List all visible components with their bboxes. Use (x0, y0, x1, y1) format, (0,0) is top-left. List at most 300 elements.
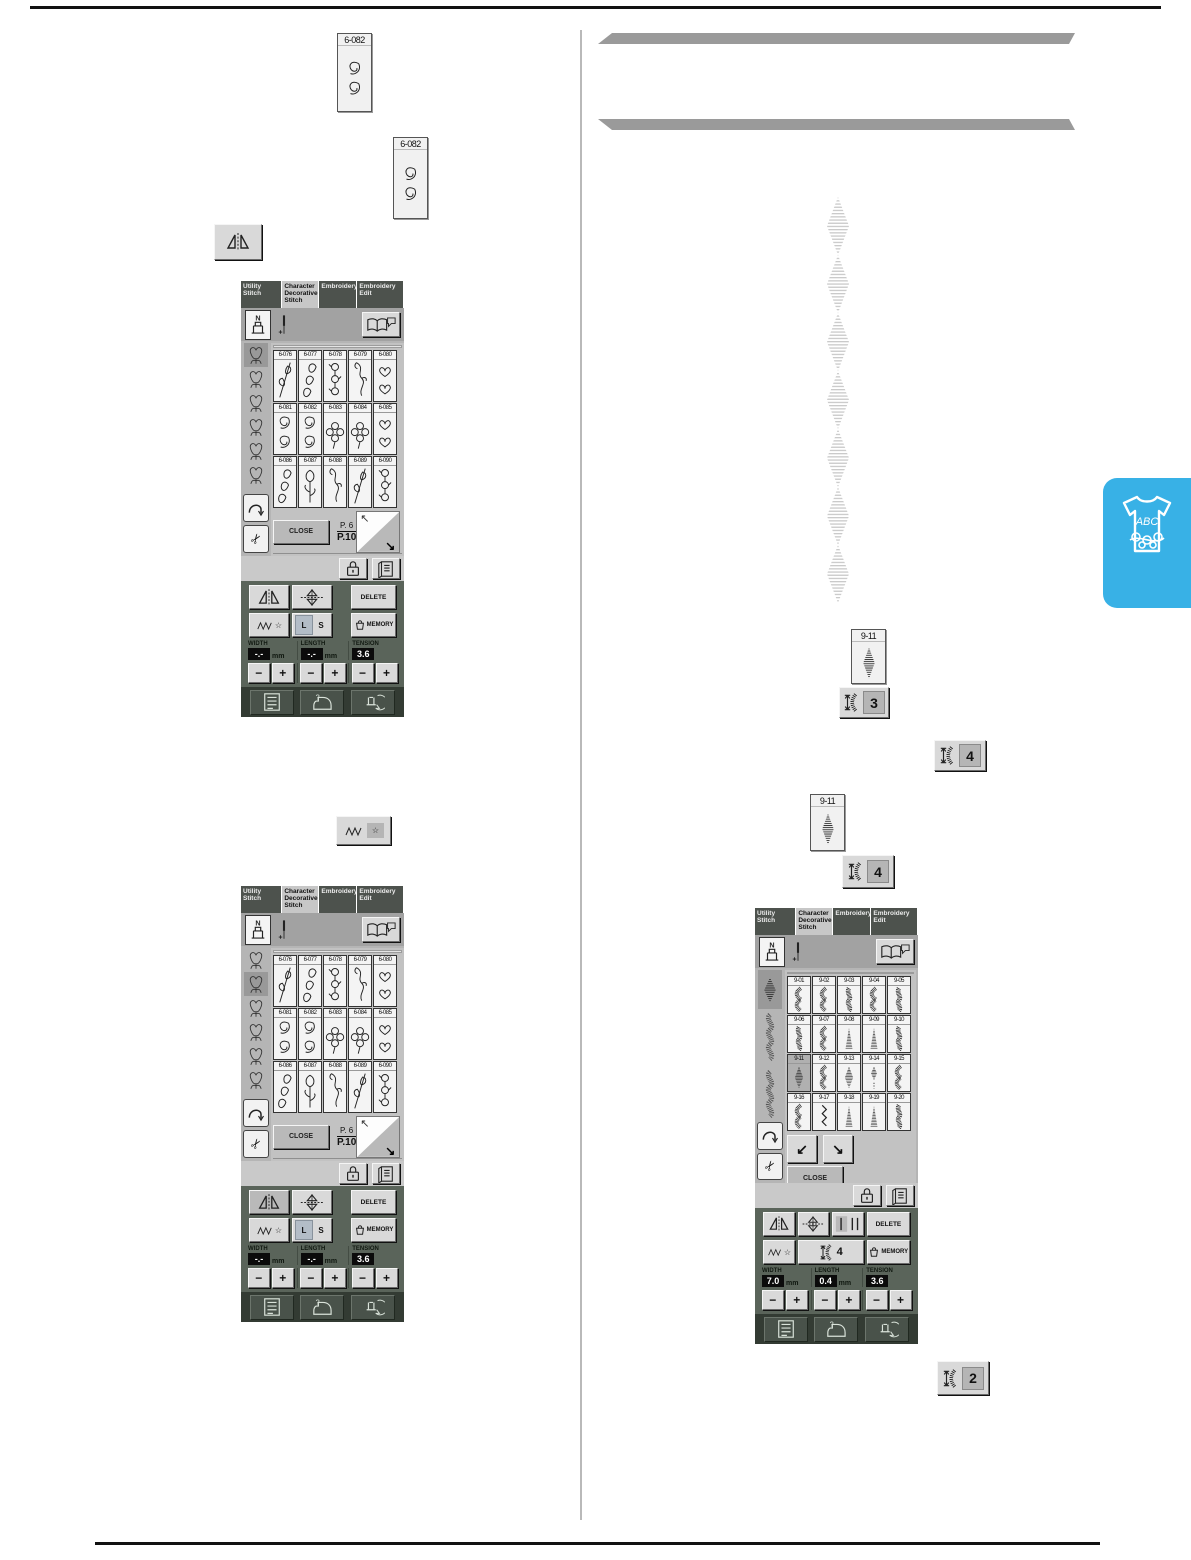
stitch-cell-art (790, 1025, 808, 1052)
vertical-flip-icon (298, 588, 326, 607)
category-sidebar (243, 948, 269, 1161)
stitch-cell[interactable] (787, 976, 811, 1014)
bottom-rule (95, 1542, 1100, 1545)
stitch-cell[interactable] (323, 1061, 347, 1113)
stitch-cell-art (325, 965, 345, 1005)
width-value: 7.0 (762, 1275, 784, 1287)
book-icon (376, 1165, 396, 1183)
tension-plus-button[interactable]: + (376, 1268, 398, 1288)
category-sidebar (243, 343, 269, 556)
open-book-icon (365, 920, 397, 939)
category-button[interactable] (244, 1020, 268, 1044)
stitch-cell[interactable] (812, 976, 836, 1014)
close-button[interactable]: CLOSE (787, 1166, 843, 1190)
stitch-length-button[interactable] (839, 687, 889, 718)
stitch-list-button[interactable] (250, 690, 294, 715)
scissors-icon: ✂ (246, 1134, 265, 1153)
screen-tab[interactable]: Utility Stitch (241, 886, 282, 913)
stitch-cell[interactable] (373, 1008, 397, 1060)
screen-lock-button[interactable] (339, 1163, 367, 1184)
memory-button[interactable]: MEMORY (351, 613, 396, 637)
stitch-length-button[interactable] (842, 855, 894, 888)
stitch-cell[interactable] (862, 1093, 886, 1131)
stitch-cell-id: 6-077 (299, 351, 321, 360)
body-bottom-strip (273, 1158, 402, 1159)
stitch-cell-id: 9-19 (863, 1094, 885, 1103)
scissors-icon: ✂ (246, 529, 265, 548)
width-value: -.- (248, 648, 270, 660)
screen-tab[interactable]: Character Decorative Stitch (282, 886, 319, 913)
stitch-control-area (241, 1186, 404, 1292)
stitch-cell-id: 6-085 (374, 404, 396, 413)
page-next-button[interactable]: ↘ (823, 1135, 853, 1163)
stitch-length-value: 2 (962, 1367, 984, 1390)
open-book-icon (365, 315, 397, 334)
body-bottom-strip (273, 553, 402, 554)
stitch-cell[interactable] (373, 456, 397, 508)
elongation-button[interactable] (763, 1240, 795, 1264)
length-plus-button[interactable]: + (324, 1268, 346, 1288)
elongation-button[interactable] (249, 613, 289, 637)
stitch-art (401, 151, 421, 218)
stitch-cell[interactable] (837, 1093, 861, 1131)
category-button[interactable] (244, 343, 268, 367)
tension-minus-button[interactable]: − (352, 1268, 374, 1288)
arrow-down-right-icon: ↘ (385, 1143, 396, 1158)
screen-tabs (241, 886, 404, 913)
stitch-cell-id: 9-03 (838, 977, 860, 986)
machine-help-button[interactable] (300, 1295, 344, 1320)
machine-screen-panel (755, 908, 918, 1344)
stitch-cell[interactable] (837, 1054, 861, 1092)
stitch-cell-id: 6-085 (374, 1009, 396, 1018)
screen-lock-button[interactable] (853, 1185, 881, 1206)
stitch-cell[interactable] (887, 1093, 911, 1131)
mirror-image-icon (255, 588, 283, 607)
stitch-cell[interactable] (812, 1093, 836, 1131)
category-button[interactable] (244, 972, 268, 996)
stitch-cell[interactable] (887, 1054, 911, 1092)
size-ls-button[interactable] (292, 613, 332, 637)
size-l-option: L (295, 615, 313, 635)
lock-icon (343, 560, 363, 578)
stitch-cell-art (350, 965, 370, 1005)
screen-body (755, 968, 918, 1183)
category-icon (247, 344, 265, 366)
stitch-row-icon (343, 825, 365, 837)
stitch-cell[interactable] (348, 403, 372, 455)
stitch-cell[interactable] (348, 350, 372, 402)
category-button[interactable] (758, 1009, 782, 1066)
category-icon (761, 973, 779, 1007)
stitch-cell-art (375, 1071, 395, 1111)
stitch-cell-id: 6-082 (299, 1009, 321, 1018)
stitch-cell[interactable] (373, 350, 397, 402)
screen-tab[interactable]: Embroidery Edit (357, 281, 404, 308)
screen-tabs (241, 281, 404, 308)
mirror-image-icon (255, 1193, 283, 1212)
stitch-cell-art (325, 413, 345, 453)
stitch-cell-art (325, 1018, 345, 1058)
stitch-cell[interactable] (787, 1054, 811, 1092)
category-icon (247, 416, 265, 438)
stitch-cell[interactable] (862, 1054, 886, 1092)
category-button[interactable] (758, 970, 782, 1009)
stitch-guide-button[interactable] (372, 1163, 400, 1184)
top-rule (30, 6, 1161, 9)
memory-button[interactable]: MEMORY (867, 1240, 910, 1264)
length-label: LENGTH (814, 1268, 840, 1274)
help-guide-button[interactable] (362, 312, 400, 337)
needle-position-icon (277, 918, 291, 942)
stitch-cell[interactable] (812, 1015, 836, 1053)
category-icon (247, 997, 265, 1019)
page-indicator: P. 6 P.10 (337, 1125, 357, 1148)
width-label: WIDTH (248, 1246, 268, 1252)
stitch-cell[interactable] (812, 1054, 836, 1092)
presser-foot-lift-button[interactable] (351, 1295, 395, 1320)
column-divider (580, 30, 582, 1520)
star-icon: ☆ (783, 1247, 792, 1257)
tension-minus-button[interactable]: − (352, 663, 374, 683)
stitch-cell-art (350, 413, 370, 453)
category-icon (247, 1021, 265, 1043)
presser-foot-icon (249, 313, 267, 337)
star-icon: ☆ (274, 620, 283, 630)
stitch-cell[interactable] (273, 456, 297, 508)
mirror-image-button[interactable] (214, 224, 262, 260)
screen-tab[interactable]: Character Decorative Stitch (282, 281, 319, 308)
stitch-number: 6-082 (394, 138, 427, 150)
screen-tab[interactable]: Embroidery (319, 886, 357, 913)
thread-cut-button[interactable] (243, 525, 269, 553)
foot-lift-icon (361, 1297, 385, 1317)
width-minus-button[interactable]: − (248, 1268, 270, 1288)
tension-plus-button[interactable]: + (890, 1290, 912, 1310)
stitch-cell-art (865, 1064, 883, 1091)
length-minus-button[interactable]: − (300, 663, 322, 683)
length-minus-button[interactable]: − (814, 1290, 836, 1310)
stitch-cell[interactable] (862, 976, 886, 1014)
stitch-cell[interactable] (298, 955, 322, 1007)
stitch-cell[interactable] (348, 1008, 372, 1060)
stitch-cell[interactable] (323, 955, 347, 1007)
stitch-cell-id: 9-06 (788, 1016, 810, 1025)
category-button[interactable] (244, 1044, 268, 1068)
close-row (273, 511, 402, 553)
auto-backstitch-button[interactable] (243, 494, 269, 522)
vertical-flip-button[interactable] (798, 1212, 830, 1236)
screen-tab[interactable]: Embroidery (833, 908, 871, 935)
size-s-option: S (318, 1225, 324, 1235)
stitch-cell-art (375, 1018, 395, 1058)
screen-tab[interactable]: Utility Stitch (241, 281, 282, 308)
value-displays: WIDTH -.- mm LENGTH -.- mm TENSION 3.6 (245, 1246, 400, 1265)
document-list-icon (262, 1297, 282, 1317)
stitch-cell-id: 9-17 (813, 1094, 835, 1103)
stitch-cell-id: 9-16 (788, 1094, 810, 1103)
stitch-number: 9-11 (852, 630, 885, 642)
stitch-cell-id: 9-07 (813, 1016, 835, 1025)
mirror-image-icon (766, 1215, 792, 1233)
width-plus-button[interactable]: + (786, 1290, 808, 1310)
stitch-length-value: 4 (836, 1246, 843, 1258)
stitch-cell[interactable] (323, 456, 347, 508)
stitch-cell[interactable] (837, 976, 861, 1014)
size-ls-button[interactable] (292, 1218, 332, 1242)
scroll-strip (273, 345, 402, 348)
memory-button[interactable]: MEMORY (351, 1218, 396, 1242)
vertical-flip-button[interactable] (292, 1190, 332, 1214)
stitch-length-button[interactable] (937, 1361, 989, 1395)
stitch-cell[interactable] (887, 976, 911, 1014)
stitch-cell[interactable] (298, 456, 322, 508)
stitch-cell[interactable] (373, 1061, 397, 1113)
close-button[interactable]: CLOSE (273, 520, 329, 544)
stitch-cell[interactable] (273, 403, 297, 455)
stitch-cell-art (840, 986, 858, 1013)
return-arrow-icon (760, 1126, 780, 1145)
stitch-cell-id: 9-04 (863, 977, 885, 986)
stitch-cell-id: 6-087 (299, 1062, 321, 1071)
stitch-cell-id: 6-079 (349, 956, 371, 965)
length-plus-button[interactable]: + (838, 1290, 860, 1310)
screen-toolbar (241, 308, 404, 341)
elongation-button[interactable] (249, 1218, 289, 1242)
length-minus-button[interactable]: − (300, 1268, 322, 1288)
status-row (241, 556, 404, 581)
adjust-buttons (245, 663, 400, 683)
category-button[interactable] (244, 948, 268, 972)
width-minus-button[interactable]: − (248, 663, 270, 683)
width-plus-button[interactable]: + (272, 1268, 294, 1288)
stitch-length-icon (942, 1368, 960, 1389)
category-button[interactable] (244, 996, 268, 1020)
width-plus-button[interactable]: + (272, 663, 294, 683)
tension-label: TENSION (866, 1268, 893, 1274)
help-guide-button[interactable] (876, 939, 914, 964)
mirror-image-button[interactable] (249, 1190, 289, 1214)
open-book-icon (879, 942, 911, 961)
stitch-row-icon (256, 620, 274, 631)
stitch-cell[interactable] (273, 1061, 297, 1113)
help-guide-button[interactable] (362, 917, 400, 942)
stitch-cell-art (300, 466, 320, 506)
stitch-control-area (241, 581, 404, 687)
stitch-list-button[interactable] (250, 1295, 294, 1320)
category-icon (761, 1067, 779, 1121)
tension-value: 3.6 (352, 648, 374, 660)
stitch-cell-art (300, 1071, 320, 1111)
stitch-cell-art (815, 1064, 833, 1091)
stitch-cell-art (275, 1018, 295, 1058)
mirror-image-button[interactable] (763, 1212, 795, 1236)
thread-cut-button[interactable] (757, 1153, 783, 1180)
stitch-cell-art (325, 1071, 345, 1111)
stitch-cell[interactable] (323, 1008, 347, 1060)
stitch-row-icon (767, 1247, 783, 1257)
stitch-cell-id: 9-02 (813, 977, 835, 986)
stitch-cell-art (275, 413, 295, 453)
screen-tab[interactable]: Embroidery (319, 281, 357, 308)
delete-button[interactable]: DELETE (351, 1190, 396, 1214)
stitch-cell[interactable] (348, 456, 372, 508)
stitch-cell[interactable] (273, 955, 297, 1007)
stitch-cell-art (815, 1103, 833, 1130)
stitch-cell[interactable] (862, 1015, 886, 1053)
delete-button[interactable]: DELETE (867, 1212, 910, 1236)
stitch-cell[interactable] (298, 1061, 322, 1113)
stitch-cell-id: 9-11 (788, 1055, 810, 1064)
stitch-length-button[interactable] (934, 740, 986, 771)
value-displays: WIDTH 7.0 mm LENGTH 0.4 mm TENSION 3.6 (759, 1268, 914, 1287)
category-icon (247, 1045, 265, 1067)
stitch-cell[interactable] (348, 1061, 372, 1113)
stitch-cell[interactable] (887, 1015, 911, 1053)
sewing-machine-icon (310, 692, 334, 712)
stitch-cell[interactable] (298, 350, 322, 402)
tension-minus-button[interactable]: − (866, 1290, 888, 1310)
stitch-cell[interactable] (298, 403, 322, 455)
stitch-cell[interactable] (348, 955, 372, 1007)
stitch-cell-id: 6-089 (349, 1062, 371, 1071)
stitch-cell-art (865, 986, 883, 1013)
close-button[interactable]: CLOSE (273, 1125, 329, 1149)
stitch-cell-art (865, 1103, 883, 1130)
stitch-cell-id: 6-086 (274, 457, 296, 466)
screen-tab[interactable]: Embroidery Edit (871, 908, 918, 935)
screen-tab[interactable]: Embroidery Edit (357, 886, 404, 913)
category-icon (247, 392, 265, 414)
stitch-cell-id: 9-09 (863, 1016, 885, 1025)
length-plus-button[interactable]: + (324, 663, 346, 683)
stitch-cell-art (375, 466, 395, 506)
stitch-cell-id: 6-080 (374, 351, 396, 360)
stitch-grid (787, 976, 914, 1131)
stitch-cell[interactable] (323, 350, 347, 402)
page-indicator: P. 6 P.10 (337, 520, 357, 543)
auto-backstitch-button[interactable] (757, 1122, 783, 1149)
category-button[interactable] (244, 415, 268, 439)
stitch-length-value: 4 (959, 744, 981, 767)
stitch-guide-button[interactable] (372, 558, 400, 579)
stitch-cell-id: 6-081 (274, 404, 296, 413)
mirror-image-button[interactable] (249, 585, 289, 609)
stitch-cell[interactable] (787, 1015, 811, 1053)
length-value: -.- (301, 648, 323, 660)
delete-button[interactable]: DELETE (351, 585, 396, 609)
length-value: -.- (301, 1253, 323, 1265)
stitch-length-icon (843, 692, 861, 713)
screen-lock-button[interactable] (339, 558, 367, 579)
screen-toolbar (241, 913, 404, 946)
stitch-cell-art (815, 1025, 833, 1052)
tension-plus-button[interactable]: + (376, 663, 398, 683)
stitch-cell[interactable] (298, 1008, 322, 1060)
stitch-length-display-button[interactable] (798, 1240, 864, 1264)
category-icon (247, 464, 265, 486)
stitch-cell-art (350, 1018, 370, 1058)
category-button[interactable] (244, 367, 268, 391)
stitch-cell-id: 6-079 (349, 351, 371, 360)
tension-value: 3.6 (866, 1275, 888, 1287)
size-l-option: L (295, 1220, 313, 1240)
tension-label: TENSION (352, 641, 379, 647)
single-twin-needle-icon (835, 1215, 861, 1233)
stitch-number: 6-082 (338, 34, 371, 46)
category-button[interactable] (244, 439, 268, 463)
screen-tab[interactable]: Character Decorative Stitch (796, 908, 833, 935)
stitch-cell-id: 6-086 (274, 1062, 296, 1071)
stitch-cell-art (890, 1064, 908, 1091)
page-turn-button[interactable] (356, 511, 400, 553)
book-icon (890, 1187, 910, 1205)
width-label: WIDTH (248, 641, 268, 647)
stitch-cell-art (790, 1064, 808, 1091)
book-icon (376, 560, 396, 578)
machine-help-button[interactable] (814, 1317, 858, 1342)
presser-foot-lift-button[interactable] (351, 690, 395, 715)
stitch-cell-art (350, 466, 370, 506)
presser-foot-icon (249, 918, 267, 942)
stitch-cell-id: 6-077 (299, 956, 321, 965)
category-sidebar (757, 970, 783, 1183)
stitch-cell[interactable] (273, 350, 297, 402)
screen-tabs (755, 908, 918, 935)
machine-help-button[interactable] (300, 690, 344, 715)
presser-foot-lift-button[interactable] (865, 1317, 909, 1342)
stitch-guide-button[interactable] (886, 1185, 914, 1206)
stitch-cell[interactable] (373, 955, 397, 1007)
stitch-cell-art (275, 466, 295, 506)
elongation-button[interactable] (336, 816, 391, 845)
auto-backstitch-button[interactable] (243, 1099, 269, 1127)
category-button[interactable] (758, 1066, 782, 1123)
stitch-cell[interactable] (837, 1015, 861, 1053)
sewing-machine-icon (310, 1297, 334, 1317)
category-button[interactable] (244, 463, 268, 487)
page-turn-button[interactable] (356, 1116, 400, 1158)
stitch-cell-id: 6-076 (274, 351, 296, 360)
stitch-cell-id: 9-13 (838, 1055, 860, 1064)
needle-position-icon (791, 940, 805, 964)
bottom-bar (241, 1292, 404, 1322)
stitch-cell-art (300, 360, 320, 400)
width-minus-button[interactable]: − (762, 1290, 784, 1310)
screen-body (241, 341, 404, 556)
width-label: WIDTH (762, 1268, 782, 1274)
stitch-cell[interactable] (323, 403, 347, 455)
stitch-art (819, 808, 837, 850)
scroll-strip (787, 972, 914, 974)
screen-tab[interactable]: Utility Stitch (755, 908, 796, 935)
stitch-pattern-card (337, 33, 372, 112)
page-back-button[interactable]: ↙ (787, 1135, 817, 1163)
category-button[interactable] (244, 1068, 268, 1092)
stitch-cell[interactable] (273, 1008, 297, 1060)
needle-mode-button[interactable] (832, 1212, 864, 1236)
stitch-cell-art (790, 986, 808, 1013)
thread-cut-button[interactable] (243, 1130, 269, 1158)
stitch-cell-id: 6-084 (349, 1009, 371, 1018)
stitch-cell[interactable] (373, 403, 397, 455)
stitch-cell-art (375, 360, 395, 400)
stitch-list-button[interactable] (764, 1317, 808, 1342)
category-button[interactable] (244, 391, 268, 415)
stitch-cell[interactable] (787, 1093, 811, 1131)
vertical-flip-button[interactable] (292, 585, 332, 609)
satin-stitch-sample (820, 197, 856, 603)
